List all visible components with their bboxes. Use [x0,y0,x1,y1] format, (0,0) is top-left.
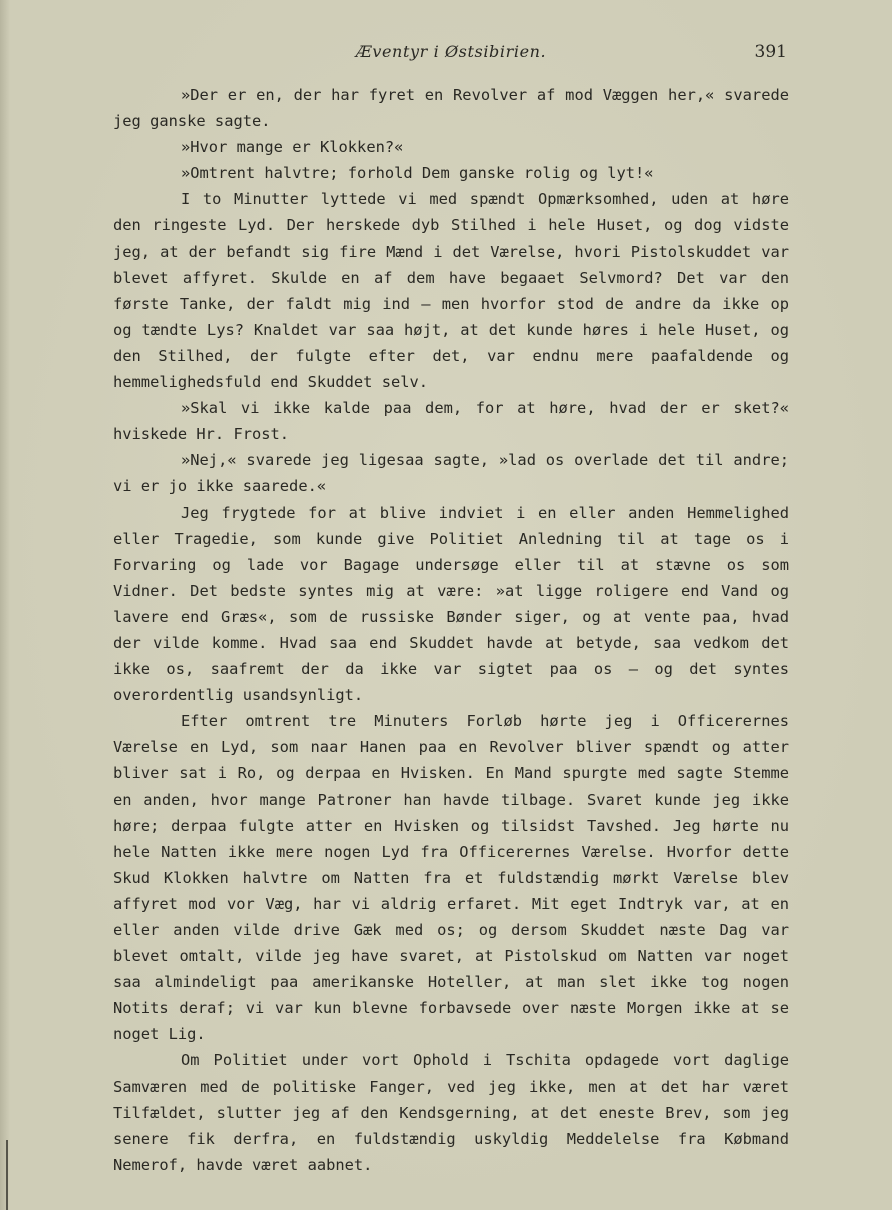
paragraph: »Omtrent halvtre; forhold Dem ganske rolig og lyt!« [181,164,654,183]
paragraph: Efter omtrent tre Minuters Forløb hørte jeg i Officerernes Værelse en Lyd, som naar Hanen paa en Revolver bliver spændt og atter bliver sat i Ro, og derpaa en Hvisken. En Mand spurgte med sagte Stemme en anden, hvor mange Patroner han havde tilbage. Svaret kunde jeg ikke høre; derpaa fulgte atter en Hvisken og tilsidst Tavshed. Jeg hørte nu hele Natten ikke mere nogen Lyd fra Officerernes Værelse. Hvorfor dette Skud Klokken halvtre om Natten fra et fuldstændig mørkt Værelse blev affyret mod vor Væg, har vi aldrig erfaret. Mit eget Indtryk var, at en eller anden vilde drive Gæk med os; og dersom Skuddet næste Dag var blevet omtalt, vilde jeg have svaret, at Pistolskud om Natten var noget saa almindeligt paa amerikanske Hoteller, at man slet ikke tog nogen Notits deraf; vi var kun blevne forbavsede over næste Morgen ikke at se noget Lig. [113,712,789,1044]
running-title: Æventyr i Østsibirien. [355,42,547,61]
paragraph: Jeg frygtede for at blive indviet i en eller anden Hemmelighed eller Tragedie, som kunde give Politiet Anledning til at tage os i Forvaring og lade vor Bagage undersøge eller til at stævne os som Vidner. Det bedste syntes mig at være: »at ligge roligere end Vand og lavere end Græs«, som de russiske Bønder siger, og at vente paa, hvad der vilde komme. Hvad saa end Skuddet havde at betyde, saa vedkom det ikke os, saafremt der da ikke var sigtet paa os – og det syntes overordentlig usandsynligt. [113,503,789,705]
paragraph: »Hvor mange er Klokken?« [181,138,404,157]
paragraph: »Skal vi ikke kalde paa dem, for at høre, hvad der er sket?« hviskede Hr. Frost. [113,399,789,444]
binding-edge-line [6,1140,8,1210]
page-header [113,38,789,66]
paragraph: »Nej,« svarede jeg ligesaa sagte, »lad os overlade det til andre; vi er jo ikke saarede.« [113,451,789,496]
page-gutter-shadow [0,0,10,1210]
paragraph: Om Politiet under vort Ophold i Tschita opdagede vort daglige Samværen med de politiske Fanger, ved jeg ikke, men at det har været Tilfældet, slutter jeg af den Kendsgerning, at det eneste Brev, som jeg senere fik derfra, en fuldstændig uskyldig Meddelelse fra Købmand Nemerof, havde været aabnet. [113,1051,789,1174]
paragraph: »Der er en, der har fyret en Revolver af mod Væggen her,« svarede jeg ganske sagte. [113,86,789,131]
body-text [113,82,789,1178]
paragraph: I to Minutter lyttede vi med spændt Opmærksomhed, uden at høre den ringeste Lyd. Der herskede dyb Stilhed i hele Huset, og dog vidste jeg, at der befandt sig fire Mænd i det Værelse, hvori Pistolskuddet var blevet affyret. Skulde en af dem have begaaet Selvmord? Det var den første Tanke, der faldt mig ind – men hvorfor stod de andre da ikke op og tændte Lys? Knaldet var saa højt, at det kunde høres i hele Huset, og den Stilhed, der fulgte efter det, var endnu mere paafaldende og hemmelighedsfuld end Skuddet selv. [113,190,789,392]
page-number: 391 [754,42,787,62]
